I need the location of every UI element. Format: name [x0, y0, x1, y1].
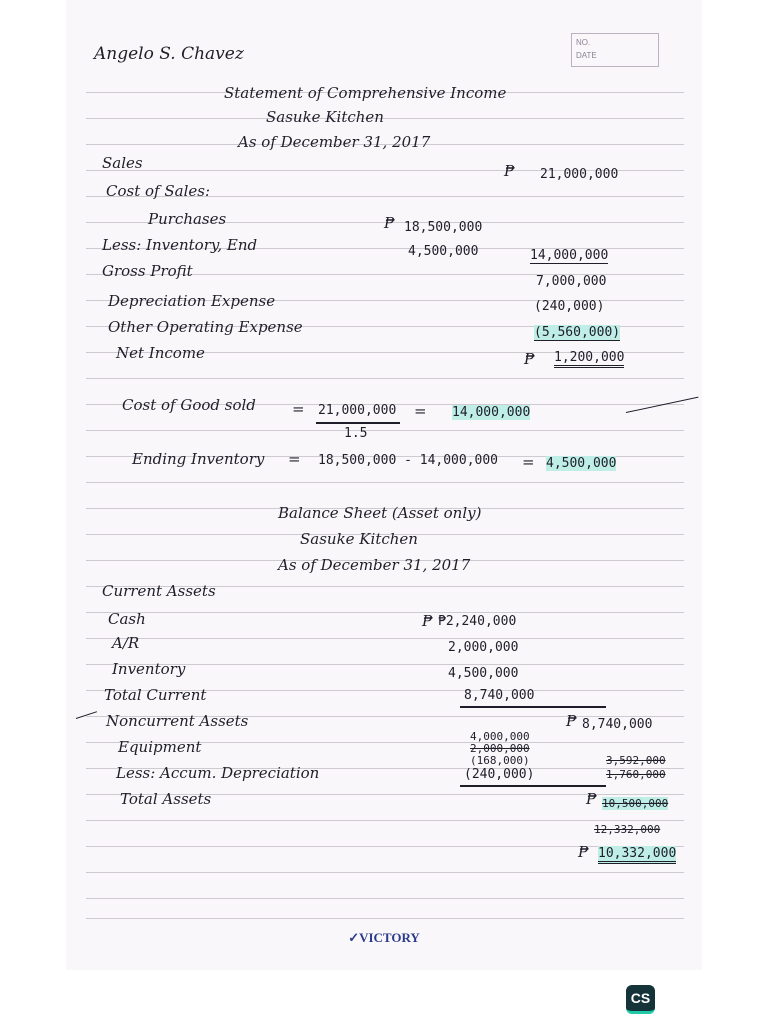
ruled-line [86, 378, 684, 379]
camscanner-badge-icon: CS [626, 985, 655, 1014]
total-assets-label: Total Assets [120, 790, 212, 808]
noncurrent-peso-sign: ₱ [566, 712, 577, 730]
ending-inventory-equals-sign: = [288, 450, 301, 468]
purchases-value: 18,500,000 [404, 220, 483, 235]
depreciation-expense-value: (240,000) [534, 299, 605, 314]
cash-peso-sign: ₱ [422, 612, 433, 630]
cogs-computation-label: Cost of Good sold [122, 396, 256, 414]
purchases-peso-sign: ₱ [384, 214, 395, 232]
income-statement-company: Sasuke Kitchen [266, 108, 384, 126]
other-operating-expense-label: Other Operating Expense [108, 318, 303, 336]
fraction-bar [316, 422, 400, 424]
ending-inventory-label: Ending Inventory [132, 450, 265, 468]
cogs-denominator: 1.5 [344, 426, 368, 441]
cogs-equals-sign-2: = [414, 402, 427, 420]
accounts-receivable-value: 2,000,000 [448, 640, 519, 655]
inventory-end-value: 4,500,000 [408, 244, 479, 259]
ruled-line [86, 820, 684, 821]
ruled-line [86, 118, 684, 119]
noncurrent-value: 8,740,000 [582, 717, 653, 732]
ruled-line [86, 482, 684, 483]
total-current-value: 8,740,000 [464, 688, 535, 703]
equipment-label: Equipment [118, 738, 202, 756]
notebook-brand-text: VICTORY [359, 930, 420, 945]
total-assets-peso-sign: ₱ [586, 790, 597, 808]
equipment-value: 4,000,000 [470, 730, 530, 743]
sales-peso-sign: ₱ [504, 162, 515, 180]
victory-v-icon: ✓ [348, 930, 360, 945]
student-name: Angelo S. Chavez [94, 44, 244, 64]
total-assets-final-peso-sign: ₱ [578, 843, 589, 861]
notebook-page [66, 0, 702, 970]
cogs-numerator: 21,000,000 [318, 403, 397, 418]
total-current-underline [460, 706, 606, 708]
no-label: NO. [576, 38, 591, 47]
balance-sheet-title: Balance Sheet (Asset only) [278, 504, 482, 522]
ruled-line [86, 846, 684, 847]
accumulated-depreciation-label: Less: Accum. Depreciation [116, 764, 320, 782]
total-assets-final-value: 10,332,000 [598, 846, 676, 864]
notebook-brand-logo [66, 930, 702, 946]
equipment-struck-value: 2,000,000 [470, 742, 530, 755]
less-inventory-end-label: Less: Inventory, End [102, 236, 258, 254]
noncurrent-assets-label: Noncurrent Assets [106, 712, 249, 730]
gross-profit-value: 7,000,000 [536, 274, 607, 289]
equipment-underline [460, 785, 606, 787]
balance-sheet-period: As of December 31, 2017 [278, 556, 471, 574]
ruled-line [86, 898, 684, 899]
ruled-line [86, 612, 684, 613]
ruled-line [86, 872, 684, 873]
inventory-value: 4,500,000 [448, 666, 519, 681]
ruled-line [86, 918, 684, 919]
inventory-label: Inventory [112, 660, 186, 678]
cogs-result: 14,000,000 [452, 405, 531, 420]
cash-label: Cash [108, 610, 146, 628]
accumulated-depreciation-value-1: (168,000) [470, 754, 530, 767]
cash-value: ₱2,240,000 [438, 614, 517, 629]
total-current-label: Total Current [104, 686, 207, 704]
current-assets-label: Current Assets [102, 582, 216, 600]
accounts-receivable-label: A/R [112, 634, 140, 652]
net-equipment-struck-2: 1,760,000 [606, 768, 666, 781]
total-assets-struck-2: 12,332,000 [594, 823, 661, 836]
date-label: DATE [576, 51, 597, 60]
ruled-line [86, 430, 684, 431]
other-operating-expense-value: (5,560,000) [534, 325, 621, 340]
ruled-line [86, 638, 684, 639]
net-equipment-struck-1: 3,592,000 [606, 754, 666, 767]
depreciation-expense-label: Depreciation Expense [108, 292, 276, 310]
income-statement-period: As of December 31, 2017 [238, 133, 431, 151]
net-income-label: Net Income [116, 344, 205, 362]
accumulated-depreciation-value-2: (240,000) [464, 767, 535, 782]
no-date-box [571, 33, 659, 67]
cogs-equals-sign: = [292, 400, 305, 418]
cost-of-sales-value: 14,000,000 [530, 248, 609, 263]
sales-label: Sales [102, 154, 143, 172]
net-income-peso-sign: ₱ [524, 350, 535, 368]
income-statement-title: Statement of Comprehensive Income [224, 84, 507, 102]
purchases-label: Purchases [148, 210, 227, 228]
gross-profit-label: Gross Profit [102, 262, 193, 280]
balance-sheet-company: Sasuke Kitchen [300, 530, 418, 548]
ending-inventory-equals-sign-2: = [522, 453, 535, 471]
ending-inventory-result: 4,500,000 [546, 456, 617, 471]
sales-value: 21,000,000 [540, 167, 619, 182]
ending-inventory-expression: 18,500,000 - 14,000,000 [318, 453, 499, 468]
cost-of-sales-label: Cost of Sales: [106, 182, 210, 200]
total-assets-struck-1: 10,500,000 [602, 797, 669, 810]
net-income-value: 1,200,000 [554, 350, 624, 368]
